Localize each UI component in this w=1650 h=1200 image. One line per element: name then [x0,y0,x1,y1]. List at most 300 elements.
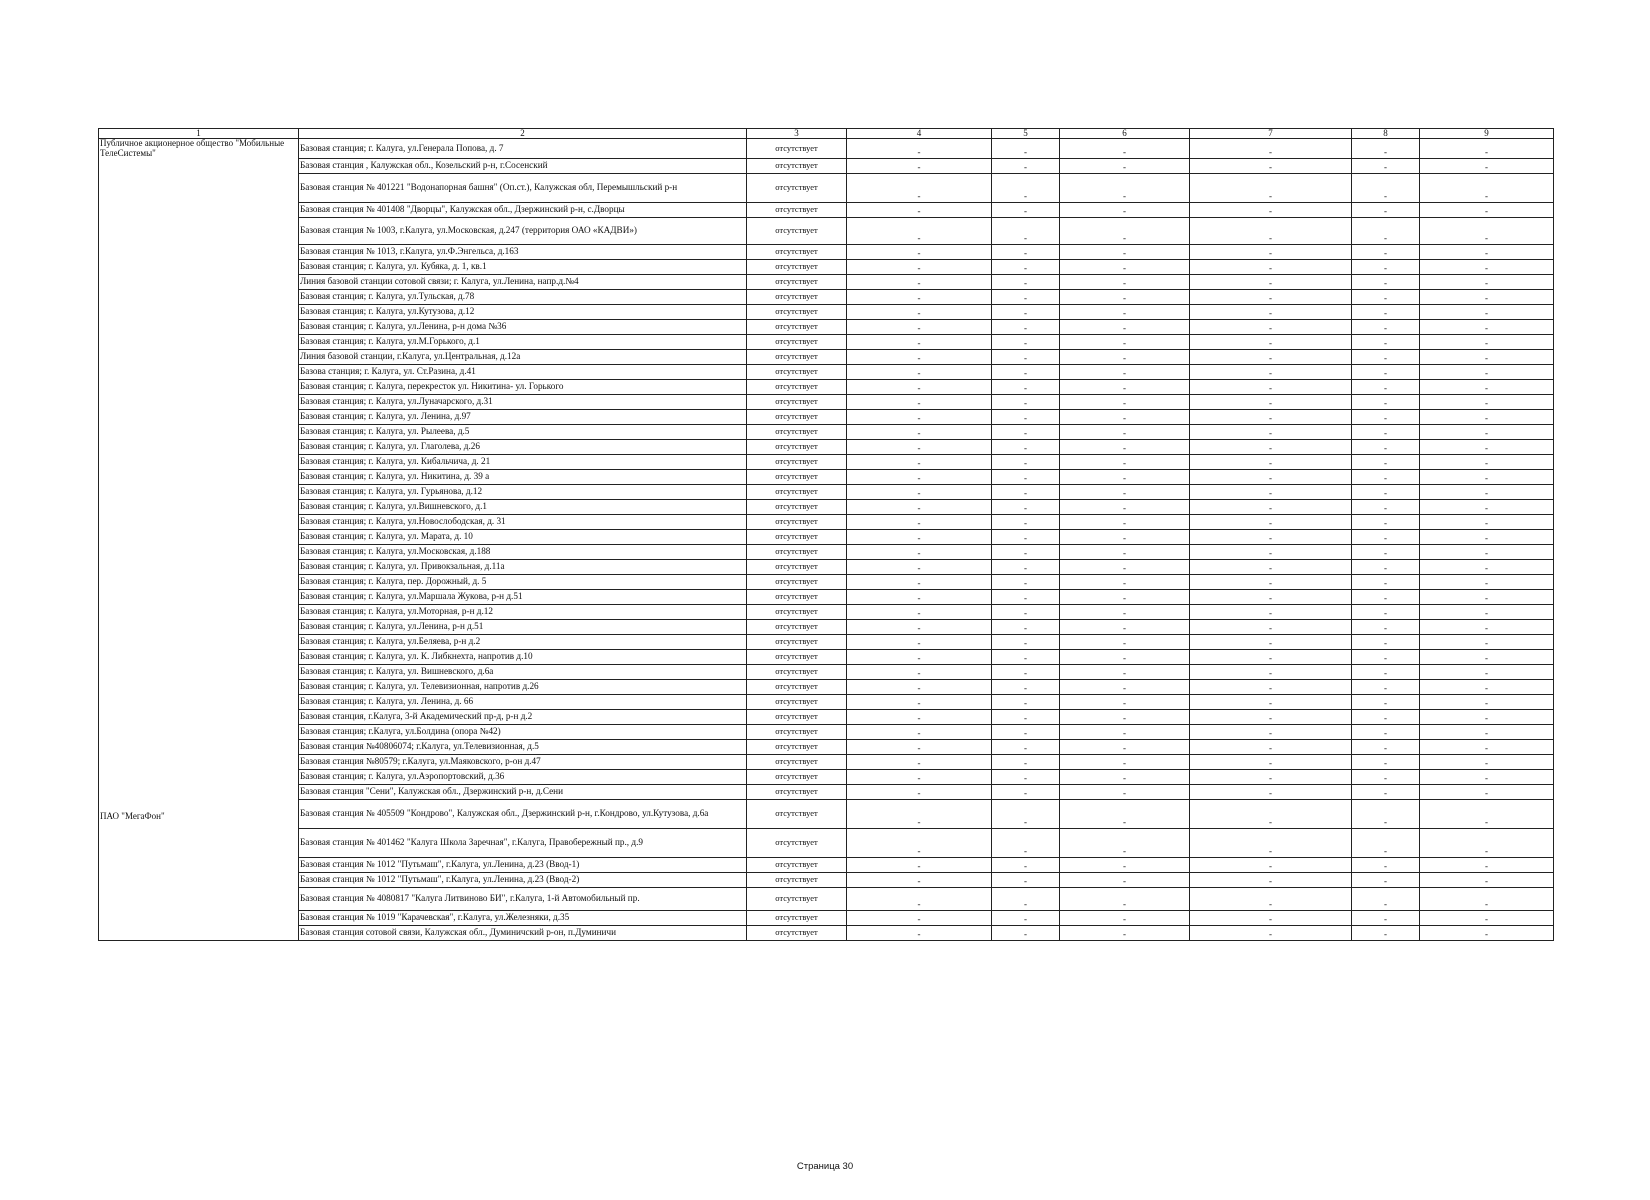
value-cell-col-9: - [1420,202,1554,217]
table-row [99,469,1554,484]
value-cell-col-6: - [1060,694,1190,709]
status-cell: отсутствует [747,857,847,872]
value-cell-col-4: - [847,664,992,679]
value-cell-col-7: - [1190,694,1352,709]
value-cell-col-7: - [1190,499,1352,514]
station-address: Базова станция; г. Калуга, ул. Ст.Разина, д.41 [299,364,747,379]
status-cell: отсутствует [747,319,847,334]
station-address: Базовая станция; г. Калуга, ул. Вишневского, д.6а [299,664,747,679]
value-cell-col-6: - [1060,559,1190,574]
status-cell: отсутствует [747,649,847,664]
value-cell-col-8: - [1352,619,1420,634]
status-cell: отсутствует [747,529,847,544]
table-row [99,439,1554,454]
station-address: Базовая станция; г. Калуга, ул.Ленина, р-н д.51 [299,619,747,634]
status-cell: отсутствует [747,394,847,409]
table-row [99,484,1554,499]
status-cell: отсутствует [747,769,847,784]
value-cell-col-5: - [992,544,1060,559]
value-cell-col-5: - [992,319,1060,334]
value-cell-col-6: - [1060,784,1190,799]
status-cell: отсутствует [747,424,847,439]
value-cell-col-4: - [847,394,992,409]
status-cell: отсутствует [747,173,847,202]
value-cell-col-6: - [1060,202,1190,217]
table-row [99,158,1554,173]
status-cell: отсутствует [747,694,847,709]
table-row [99,649,1554,664]
value-cell-col-8: - [1352,754,1420,769]
value-cell-col-6: - [1060,828,1190,857]
value-cell-col-7: - [1190,887,1352,910]
value-cell-col-4: - [847,828,992,857]
value-cell-col-6: - [1060,709,1190,724]
status-cell: отсутствует [747,217,847,244]
status-cell: отсутствует [747,910,847,925]
value-cell-col-4: - [847,244,992,259]
value-cell-col-5: - [992,394,1060,409]
value-cell-col-6: - [1060,409,1190,424]
value-cell-col-7: - [1190,709,1352,724]
status-cell: отсутствует [747,259,847,274]
operator-name: ПАО "МегаФон" [99,158,299,940]
value-cell-col-5: - [992,799,1060,828]
station-address: Базовая станция; г. Калуга, ул.Луначарского, д.31 [299,394,747,409]
station-address: Базовая станция; г. Калуга, ул. Марата, д. 10 [299,529,747,544]
status-cell: отсутствует [747,799,847,828]
status-cell: отсутствует [747,244,847,259]
status-cell: отсутствует [747,559,847,574]
value-cell-col-7: - [1190,559,1352,574]
table-row [99,139,1554,158]
value-cell-col-4: - [847,739,992,754]
status-cell: отсутствует [747,364,847,379]
operator-name: Публичное акционерное общество "Мобильные ТелеСистемы" [99,139,299,158]
column-number-row [99,129,1554,139]
table-row [99,304,1554,319]
station-address: Базовая станция; г. Калуга, ул. К. Либкнехта, напротив д.10 [299,649,747,664]
value-cell-col-8: - [1352,409,1420,424]
value-cell-col-8: - [1352,259,1420,274]
table-row [99,724,1554,739]
value-cell-col-8: - [1352,925,1420,940]
value-cell-col-7: - [1190,379,1352,394]
value-cell-col-8: - [1352,589,1420,604]
value-cell-col-9: - [1420,529,1554,544]
value-cell-col-6: - [1060,139,1190,158]
value-cell-col-5: - [992,289,1060,304]
status-cell: отсутствует [747,872,847,887]
value-cell-col-6: - [1060,484,1190,499]
value-cell-col-4: - [847,709,992,724]
value-cell-col-6: - [1060,679,1190,694]
status-cell: отсутствует [747,304,847,319]
value-cell-col-8: - [1352,202,1420,217]
value-cell-col-6: - [1060,604,1190,619]
status-cell: отсутствует [747,274,847,289]
value-cell-col-7: - [1190,202,1352,217]
value-cell-col-9: - [1420,484,1554,499]
status-cell: отсутствует [747,887,847,910]
value-cell-col-6: - [1060,158,1190,173]
value-cell-col-5: - [992,469,1060,484]
table-row [99,589,1554,604]
station-address: Базовая станция; г. Калуга, ул. Гурьянова, д.12 [299,484,747,499]
value-cell-col-4: - [847,334,992,349]
value-cell-col-5: - [992,634,1060,649]
status-cell: отсутствует [747,574,847,589]
station-address: Базовая станция № 1012 "Путьмаш", г.Калуга, ул.Ленина, д.23 (Ввод-2) [299,872,747,887]
station-address: Базовая станция "Сени", Калужская обл., Дзержинский р-н, д.Сени [299,784,747,799]
value-cell-col-8: - [1352,394,1420,409]
value-cell-col-7: - [1190,679,1352,694]
value-cell-col-4: - [847,872,992,887]
value-cell-col-6: - [1060,925,1190,940]
value-cell-col-6: - [1060,872,1190,887]
value-cell-col-8: - [1352,604,1420,619]
value-cell-col-7: - [1190,857,1352,872]
station-address: Базовая станция; г. Калуга, перекресток ул. Никитина- ул. Горького [299,379,747,394]
value-cell-col-7: - [1190,872,1352,887]
value-cell-col-8: - [1352,529,1420,544]
table-row [99,544,1554,559]
value-cell-col-6: - [1060,379,1190,394]
status-cell: отсутствует [747,484,847,499]
station-address: Базовая станция, г.Калуга, 3-й Академический пр-д, р-н д.2 [299,709,747,724]
status-cell: отсутствует [747,379,847,394]
value-cell-col-4: - [847,454,992,469]
value-cell-col-9: - [1420,439,1554,454]
value-cell-col-9: - [1420,559,1554,574]
station-address: Базовая станция; г. Калуга, ул. Кибальчича, д. 21 [299,454,747,469]
value-cell-col-9: - [1420,394,1554,409]
value-cell-col-4: - [847,439,992,454]
value-cell-col-7: - [1190,394,1352,409]
station-address: Базовая станция; г. Калуга, пер. Дорожный, д. 5 [299,574,747,589]
value-cell-col-9: - [1420,828,1554,857]
value-cell-col-6: - [1060,394,1190,409]
value-cell-col-7: - [1190,424,1352,439]
value-cell-col-4: - [847,604,992,619]
status-cell: отсутствует [747,439,847,454]
value-cell-col-4: - [847,544,992,559]
table-row [99,828,1554,857]
status-cell: отсутствует [747,469,847,484]
status-cell: отсутствует [747,604,847,619]
table-row [99,364,1554,379]
value-cell-col-7: - [1190,619,1352,634]
value-cell-col-4: - [847,424,992,439]
value-cell-col-5: - [992,244,1060,259]
station-address: Базовая станция сотовой связи, Калужская обл., Думиничский р-он, п.Думиничи [299,925,747,940]
station-address: Линия базовой станции сотовой связи; г. Калуга, ул.Ленина, напр.д.№4 [299,274,747,289]
value-cell-col-8: - [1352,887,1420,910]
value-cell-col-4: - [847,259,992,274]
table-row [99,679,1554,694]
table-row [99,217,1554,244]
value-cell-col-9: - [1420,857,1554,872]
value-cell-col-8: - [1352,574,1420,589]
value-cell-col-9: - [1420,217,1554,244]
value-cell-col-8: - [1352,872,1420,887]
value-cell-col-8: - [1352,379,1420,394]
value-cell-col-9: - [1420,925,1554,940]
table-row [99,604,1554,619]
station-address: Базовая станция; г. Калуга, ул.Московская, д.188 [299,544,747,559]
value-cell-col-8: - [1352,857,1420,872]
value-cell-col-8: - [1352,828,1420,857]
value-cell-col-7: - [1190,754,1352,769]
value-cell-col-7: - [1190,409,1352,424]
value-cell-col-5: - [992,828,1060,857]
value-cell-col-9: - [1420,664,1554,679]
station-address: Базовая станция; г. Калуга, ул.Маршала Жукова, р-н д.51 [299,589,747,604]
value-cell-col-4: - [847,349,992,364]
value-cell-col-9: - [1420,910,1554,925]
value-cell-col-6: - [1060,619,1190,634]
status-cell: отсутствует [747,925,847,940]
table-row [99,202,1554,217]
status-cell: отсутствует [747,828,847,857]
station-address: Базовая станция; г. Калуга, ул. Рылеева, д.5 [299,424,747,439]
value-cell-col-8: - [1352,544,1420,559]
column-number-1: 1 [99,129,299,139]
value-cell-col-7: - [1190,349,1352,364]
value-cell-col-7: - [1190,925,1352,940]
value-cell-col-8: - [1352,454,1420,469]
value-cell-col-5: - [992,619,1060,634]
value-cell-col-9: - [1420,259,1554,274]
value-cell-col-5: - [992,872,1060,887]
value-cell-col-7: - [1190,244,1352,259]
value-cell-col-4: - [847,364,992,379]
value-cell-col-5: - [992,424,1060,439]
column-number-3: 3 [747,129,847,139]
value-cell-col-7: - [1190,649,1352,664]
station-address: Базовая станция №40806074; г.Калуга, ул.Телевизионная, д.5 [299,739,747,754]
value-cell-col-4: - [847,857,992,872]
station-address: Базовая станция № 405509 "Кондрово", Калужская обл., Дзержинский р-н, г.Кондрово, ул.Кутузова, д.6а [299,799,747,828]
station-address: Базовая станция № 4080817 "Калуга Литвиново БИ", г.Калуга, 1-й Автомобильный пр. [299,887,747,910]
value-cell-col-8: - [1352,679,1420,694]
value-cell-col-5: - [992,454,1060,469]
table-row [99,739,1554,754]
table-row [99,409,1554,424]
column-number-9: 9 [1420,129,1554,139]
value-cell-col-4: - [847,910,992,925]
table-row [99,799,1554,828]
value-cell-col-5: - [992,559,1060,574]
stations-table [98,128,1554,941]
value-cell-col-6: - [1060,424,1190,439]
value-cell-col-6: - [1060,244,1190,259]
table-row [99,709,1554,724]
status-cell: отсутствует [747,619,847,634]
table-row [99,394,1554,409]
value-cell-col-4: - [847,724,992,739]
value-cell-col-8: - [1352,799,1420,828]
value-cell-col-7: - [1190,799,1352,828]
station-address: Базовая станция; г. Калуга, ул. Ленина, д. 66 [299,694,747,709]
status-cell: отсутствует [747,289,847,304]
status-cell: отсутствует [747,349,847,364]
value-cell-col-6: - [1060,304,1190,319]
value-cell-col-6: - [1060,439,1190,454]
status-cell: отсутствует [747,754,847,769]
value-cell-col-9: - [1420,349,1554,364]
value-cell-col-4: - [847,139,992,158]
value-cell-col-7: - [1190,634,1352,649]
value-cell-col-9: - [1420,799,1554,828]
value-cell-col-8: - [1352,173,1420,202]
status-cell: отсутствует [747,724,847,739]
value-cell-col-9: - [1420,364,1554,379]
value-cell-col-9: - [1420,634,1554,649]
status-cell: отсутствует [747,158,847,173]
value-cell-col-6: - [1060,649,1190,664]
value-cell-col-4: - [847,274,992,289]
value-cell-col-7: - [1190,259,1352,274]
value-cell-col-5: - [992,754,1060,769]
status-cell: отсутствует [747,739,847,754]
value-cell-col-7: - [1190,469,1352,484]
value-cell-col-8: - [1352,289,1420,304]
value-cell-col-4: - [847,589,992,604]
value-cell-col-4: - [847,529,992,544]
station-address: Базовая станция № 1012 "Путьмаш", г.Калуга, ул.Ленина, д.23 (Ввод-1) [299,857,747,872]
value-cell-col-9: - [1420,469,1554,484]
value-cell-col-9: - [1420,319,1554,334]
value-cell-col-4: - [847,202,992,217]
table-row [99,173,1554,202]
value-cell-col-4: - [847,484,992,499]
value-cell-col-4: - [847,304,992,319]
value-cell-col-7: - [1190,217,1352,244]
value-cell-col-4: - [847,754,992,769]
table-row [99,754,1554,769]
value-cell-col-4: - [847,514,992,529]
value-cell-col-4: - [847,769,992,784]
value-cell-col-8: - [1352,304,1420,319]
table-row [99,619,1554,634]
station-address: Базовая станция; г. Калуга, ул.Тульская, д.78 [299,289,747,304]
value-cell-col-7: - [1190,604,1352,619]
status-cell: отсутствует [747,634,847,649]
value-cell-col-5: - [992,649,1060,664]
value-cell-col-9: - [1420,604,1554,619]
value-cell-col-6: - [1060,289,1190,304]
station-address: Базовая станция; г. Калуга, ул.М.Горького, д.1 [299,334,747,349]
value-cell-col-9: - [1420,709,1554,724]
value-cell-col-7: - [1190,589,1352,604]
value-cell-col-8: - [1352,709,1420,724]
value-cell-col-4: - [847,574,992,589]
status-cell: отсутствует [747,664,847,679]
value-cell-col-4: - [847,925,992,940]
value-cell-col-6: - [1060,499,1190,514]
column-number-2: 2 [299,129,747,139]
station-address: Базовая станция № 1019 "Карачевская", г.Калуга, ул.Железняки, д.35 [299,910,747,925]
value-cell-col-5: - [992,925,1060,940]
value-cell-col-7: - [1190,304,1352,319]
station-address: Базовая станция; г. Калуга, ул.Вишневского, д.1 [299,499,747,514]
value-cell-col-7: - [1190,139,1352,158]
value-cell-col-5: - [992,664,1060,679]
value-cell-col-5: - [992,739,1060,754]
value-cell-col-6: - [1060,754,1190,769]
value-cell-col-5: - [992,910,1060,925]
station-address: Базовая станция; г. Калуга, ул.Аэропортовский, д.36 [299,769,747,784]
value-cell-col-9: - [1420,334,1554,349]
value-cell-col-9: - [1420,619,1554,634]
status-cell: отсутствует [747,139,847,158]
value-cell-col-6: - [1060,319,1190,334]
station-address: Базовая станция; г.Калуга, ул.Болдина (опора №42) [299,724,747,739]
table-row [99,289,1554,304]
value-cell-col-9: - [1420,514,1554,529]
station-address: Базовая станция; г. Калуга, ул. Никитина, д. 39 а [299,469,747,484]
table-body [99,139,1554,940]
value-cell-col-7: - [1190,828,1352,857]
station-address: Базовая станция № 401408 "Дворцы", Калужская обл., Дзержинский р-н, с.Дворцы [299,202,747,217]
value-cell-col-8: - [1352,559,1420,574]
value-cell-col-4: - [847,409,992,424]
station-address: Базовая станция; г. Калуга, ул. Глаголева, д.26 [299,439,747,454]
value-cell-col-8: - [1352,274,1420,289]
value-cell-col-4: - [847,679,992,694]
status-cell: отсутствует [747,589,847,604]
value-cell-col-4: - [847,158,992,173]
value-cell-col-5: - [992,274,1060,289]
value-cell-col-8: - [1352,424,1420,439]
table-row [99,349,1554,364]
status-cell: отсутствует [747,679,847,694]
value-cell-col-9: - [1420,454,1554,469]
value-cell-col-5: - [992,499,1060,514]
value-cell-col-6: - [1060,664,1190,679]
value-cell-col-6: - [1060,364,1190,379]
value-cell-col-6: - [1060,799,1190,828]
status-cell: отсутствует [747,784,847,799]
value-cell-col-5: - [992,158,1060,173]
column-number-6: 6 [1060,129,1190,139]
value-cell-col-4: - [847,173,992,202]
value-cell-col-5: - [992,529,1060,544]
value-cell-col-5: - [992,259,1060,274]
table-row [99,454,1554,469]
value-cell-col-7: - [1190,158,1352,173]
station-address: Базовая станция; г. Калуга, ул. Кубяка, д. 1, кв.1 [299,259,747,274]
value-cell-col-5: - [992,694,1060,709]
value-cell-col-4: - [847,619,992,634]
value-cell-col-4: - [847,559,992,574]
station-address: Базовая станция; г. Калуга, ул. Телевизионная, напротив д.26 [299,679,747,694]
value-cell-col-4: - [847,799,992,828]
table-row [99,910,1554,925]
station-address: Базовая станция №80579; г.Калуга, ул.Маяковского, р-он д.47 [299,754,747,769]
value-cell-col-9: - [1420,379,1554,394]
station-address: Базовая станция , Калужская обл., Козельский р-н, г.Сосенский [299,158,747,173]
status-cell: отсутствует [747,709,847,724]
value-cell-col-7: - [1190,484,1352,499]
value-cell-col-4: - [847,499,992,514]
value-cell-col-5: - [992,202,1060,217]
station-address: Базовая станция № 401221 "Водонапорная башня" (Оп.ст.), Калужская обл, Перемышльский р-н [299,173,747,202]
station-address: Базовая станция; г. Калуга, ул.Ленина, р-н дома №36 [299,319,747,334]
value-cell-col-7: - [1190,439,1352,454]
column-number-5: 5 [992,129,1060,139]
value-cell-col-4: - [847,217,992,244]
